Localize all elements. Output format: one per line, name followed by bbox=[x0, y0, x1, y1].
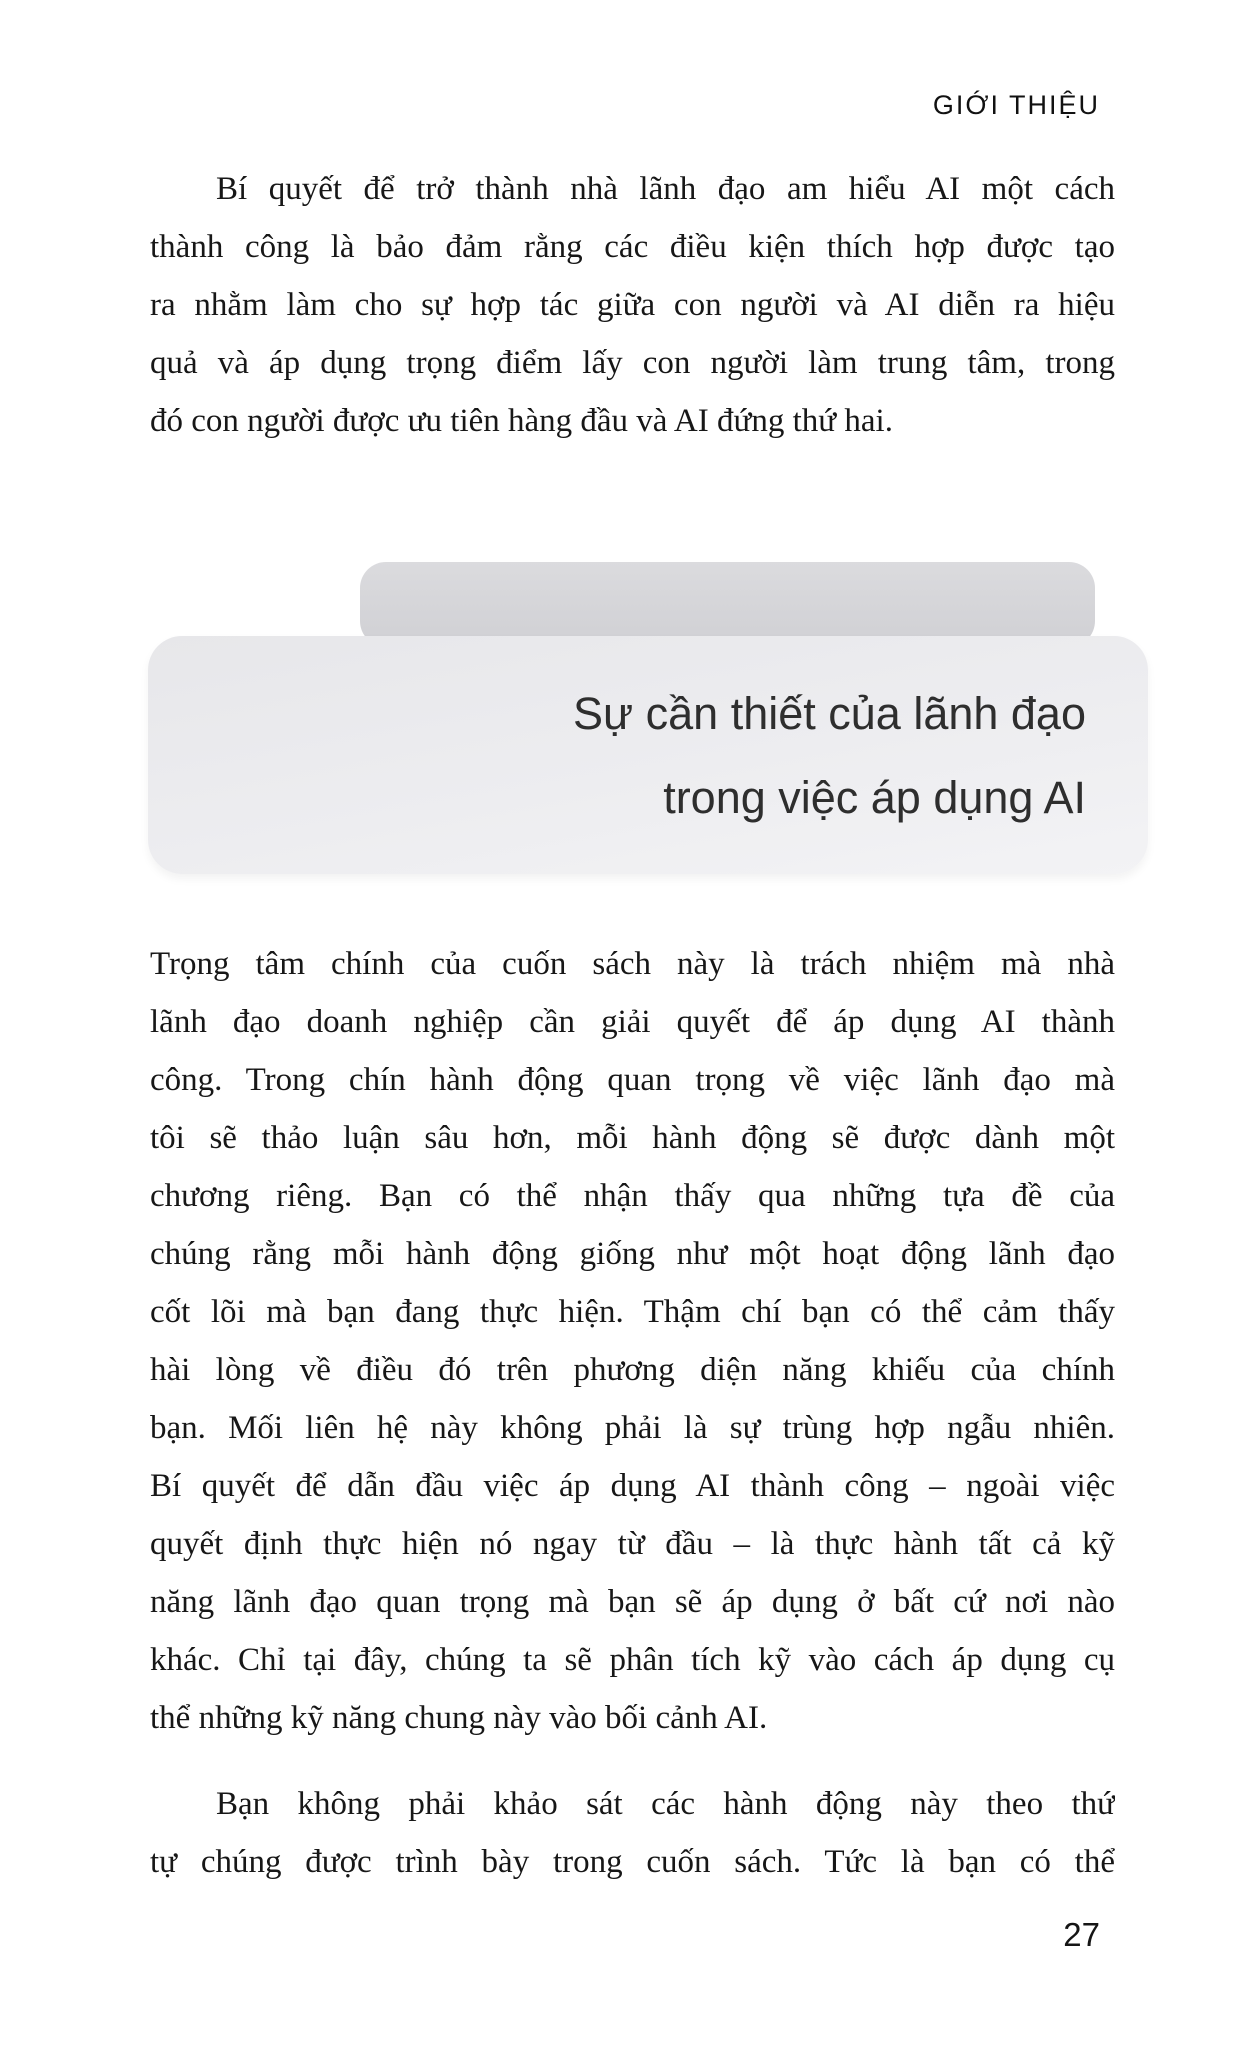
text-line: Bí quyết để dẫn đầu việc áp dụng AI thành công – ngoài việc bbox=[150, 1468, 1115, 1504]
text-line: quyết định thực hiện nó ngay từ đầu – là thực hành tất cả kỹ bbox=[150, 1526, 1115, 1562]
text-line: hài lòng về điều đó trên phương diện năng khiếu của chính bbox=[150, 1352, 1115, 1388]
text-line: khác. Chỉ tại đây, chúng ta sẽ phân tích kỹ vào cách áp dụng cụ bbox=[150, 1642, 1115, 1678]
text-line: tôi sẽ thảo luận sâu hơn, mỗi hành động sẽ được dành một bbox=[150, 1120, 1115, 1156]
text-line: Bí quyết để trở thành nhà lãnh đạo am hiểu AI một cách bbox=[216, 171, 1115, 207]
text-line: bạn. Mối liên hệ này không phải là sự trùng hợp ngẫu nhiên. bbox=[150, 1410, 1115, 1446]
text-line: quả và áp dụng trọng điểm lấy con người làm trung tâm, trong bbox=[150, 345, 1115, 381]
paragraph-closing bbox=[150, 1775, 1115, 1891]
text-line: lãnh đạo doanh nghiệp cần giải quyết để áp dụng AI thành bbox=[150, 1004, 1115, 1040]
paragraph-intro bbox=[150, 160, 1115, 450]
text-line: đó con người được ưu tiên hàng đầu và AI đứng thứ hai. bbox=[150, 403, 893, 439]
text-line: Bạn không phải khảo sát các hành động này theo thứ bbox=[216, 1786, 1115, 1822]
text-line: cốt lõi mà bạn đang thực hiện. Thậm chí bạn có thể cảm thấy bbox=[150, 1294, 1115, 1330]
running-header: GIỚI THIỆU bbox=[932, 90, 1100, 120]
text-line: chương riêng. Bạn có thể nhận thấy qua những tựa đề của bbox=[150, 1178, 1115, 1214]
section-heading-band bbox=[360, 562, 1095, 647]
section-title-line-1: Sự cần thiết của lãnh đạo bbox=[573, 688, 1086, 739]
text-line: thành công là bảo đảm rằng các điều kiện thích hợp được tạo bbox=[150, 229, 1115, 265]
paragraph-main bbox=[150, 935, 1115, 1747]
page-number: 27 bbox=[1063, 1916, 1100, 1953]
text-line: thể những kỹ năng chung này vào bối cảnh AI. bbox=[150, 1700, 768, 1736]
text-line: ra nhằm làm cho sự hợp tác giữa con người và AI diễn ra hiệu bbox=[150, 287, 1115, 323]
text-line: năng lãnh đạo quan trọng mà bạn sẽ áp dụng ở bất cứ nơi nào bbox=[150, 1584, 1115, 1620]
section-title-line-2: trong việc áp dụng AI bbox=[663, 772, 1086, 823]
text-line: tự chúng được trình bày trong cuốn sách. Tức là bạn có thể bbox=[150, 1844, 1115, 1880]
text-line: công. Trong chín hành động quan trọng về việc lãnh đạo mà bbox=[150, 1062, 1115, 1098]
text-line: Trọng tâm chính của cuốn sách này là trách nhiệm mà nhà bbox=[150, 946, 1115, 982]
section-heading-box bbox=[148, 636, 1148, 874]
text-line: chúng rằng mỗi hành động giống như một hoạt động lãnh đạo bbox=[150, 1236, 1115, 1272]
